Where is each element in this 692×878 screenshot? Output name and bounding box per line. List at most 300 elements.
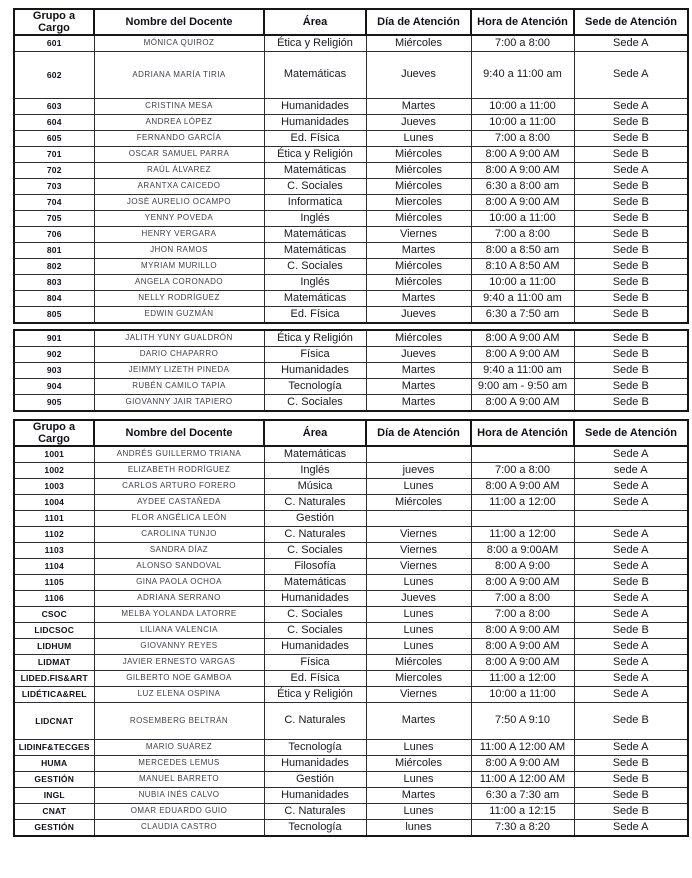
cell-group: 804: [14, 291, 94, 307]
cell-hours: 11:00 A 12:00 AM: [471, 772, 574, 788]
cell-hours: [471, 446, 574, 463]
cell-name: ARANTXA CAICEDO: [94, 179, 264, 195]
cell-day: Lunes: [366, 607, 471, 623]
column-header: Día de Atención: [366, 9, 471, 35]
cell-hours: 10:00 a 11:00: [471, 687, 574, 703]
cell-name: MÓNICA QUIROZ: [94, 35, 264, 52]
cell-area: Gestión: [264, 772, 366, 788]
table-row: [14, 163, 688, 179]
table-row: [14, 575, 688, 591]
cell-area: Tecnología: [264, 379, 366, 395]
cell-sede: Sede B: [574, 115, 688, 131]
cell-sede: Sede B: [574, 788, 688, 804]
table-row: [14, 804, 688, 820]
cell-group: 705: [14, 211, 94, 227]
cell-day: Lunes: [366, 740, 471, 756]
cell-sede: Sede B: [574, 379, 688, 395]
cell-sede: Sede A: [574, 591, 688, 607]
cell-day: Miércoles: [366, 35, 471, 52]
cell-name: CAROLINA TUNJO: [94, 527, 264, 543]
cell-sede: Sede B: [574, 195, 688, 211]
cell-sede: Sede B: [574, 227, 688, 243]
table-row: [14, 330, 688, 347]
cell-group: 603: [14, 99, 94, 115]
cell-hours: 7:00 a 8:00: [471, 463, 574, 479]
cell-group: 905: [14, 395, 94, 412]
cell-name: ADRIANA MARÍA TIRIA: [94, 52, 264, 99]
cell-area: Música: [264, 479, 366, 495]
table-row: [14, 179, 688, 195]
cell-area: C. Sociales: [264, 259, 366, 275]
column-header: Hora de Atención: [471, 420, 574, 446]
cell-group: CNAT: [14, 804, 94, 820]
cell-name: MELBA YOLANDA LATORRE: [94, 607, 264, 623]
cell-sede: Sede B: [574, 756, 688, 772]
cell-group: 703: [14, 179, 94, 195]
cell-area: C. Naturales: [264, 527, 366, 543]
cell-hours: [471, 511, 574, 527]
cell-day: Lunes: [366, 772, 471, 788]
cell-day: Miércoles: [366, 259, 471, 275]
cell-area: Humanidades: [264, 639, 366, 655]
cell-sede: Sede A: [574, 479, 688, 495]
cell-day: Miércoles: [366, 147, 471, 163]
cell-day: Lunes: [366, 575, 471, 591]
cell-day: Miércoles: [366, 163, 471, 179]
header-row: [14, 420, 688, 446]
cell-group: 903: [14, 363, 94, 379]
cell-name: YENNY POVEDA: [94, 211, 264, 227]
table-row: [14, 623, 688, 639]
column-header: Nombre del Docente: [94, 420, 264, 446]
cell-group: 702: [14, 163, 94, 179]
table-row: [14, 131, 688, 147]
cell-day: Martes: [366, 703, 471, 740]
cell-name: GIOVANNY REYES: [94, 639, 264, 655]
cell-hours: 8:00 A 9:00 AM: [471, 195, 574, 211]
cell-name: ROSEMBERG BELTRÁN: [94, 703, 264, 740]
cell-hours: 6:30 a 7:30 am: [471, 788, 574, 804]
table-row: [14, 147, 688, 163]
table-row: [14, 243, 688, 259]
cell-day: Jueves: [366, 347, 471, 363]
cell-group: 704: [14, 195, 94, 211]
cell-sede: Sede B: [574, 243, 688, 259]
table-row: [14, 227, 688, 243]
cell-name: CLAUDIA CASTRO: [94, 820, 264, 837]
table-row: [14, 479, 688, 495]
cell-sede: Sede B: [574, 179, 688, 195]
cell-group: 803: [14, 275, 94, 291]
cell-hours: 10:00 a 11:00: [471, 211, 574, 227]
cell-group: 902: [14, 347, 94, 363]
cell-name: MYRIAM MURILLO: [94, 259, 264, 275]
column-header: Grupo a Cargo: [14, 9, 94, 35]
cell-area: Ética y Religión: [264, 330, 366, 347]
cell-hours: 9:40 a 11:00 am: [471, 291, 574, 307]
cell-group: LIDMAT: [14, 655, 94, 671]
cell-day: Viernes: [366, 687, 471, 703]
attention-schedule-table-grade-9: [13, 329, 689, 412]
cell-hours: 10:00 a 11:00: [471, 115, 574, 131]
cell-area: Física: [264, 655, 366, 671]
cell-day: Jueves: [366, 591, 471, 607]
cell-name: FLOR ANGÉLICA LEÓN: [94, 511, 264, 527]
cell-day: Martes: [366, 788, 471, 804]
cell-sede: Sede A: [574, 639, 688, 655]
cell-area: C. Sociales: [264, 623, 366, 639]
table-row: [14, 275, 688, 291]
cell-day: Jueves: [366, 307, 471, 324]
table-row: [14, 511, 688, 527]
cell-area: Matemáticas: [264, 52, 366, 99]
cell-group: 1106: [14, 591, 94, 607]
attention-schedule-table-grades-10-11-leaders: [13, 419, 689, 837]
cell-hours: 8:00 A 9:00: [471, 559, 574, 575]
cell-area: C. Naturales: [264, 703, 366, 740]
table-row: [14, 395, 688, 412]
cell-area: Ed. Física: [264, 131, 366, 147]
cell-group: HUMA: [14, 756, 94, 772]
cell-group: 1102: [14, 527, 94, 543]
cell-name: EDWIN GUZMÁN: [94, 307, 264, 324]
cell-group: LIDINF&TECGES: [14, 740, 94, 756]
cell-sede: Sede A: [574, 543, 688, 559]
cell-day: Jueves: [366, 52, 471, 99]
cell-name: LUZ ELENA OSPINA: [94, 687, 264, 703]
cell-hours: 11:00 a 12:00: [471, 671, 574, 687]
cell-day: Miércoles: [366, 756, 471, 772]
cell-area: Tecnología: [264, 820, 366, 837]
cell-group: 1004: [14, 495, 94, 511]
cell-hours: 8:00 A 9:00 AM: [471, 639, 574, 655]
cell-area: Física: [264, 347, 366, 363]
cell-name: ANGELA CORONADO: [94, 275, 264, 291]
table-row: [14, 607, 688, 623]
cell-hours: 8:10 A 8:50 AM: [471, 259, 574, 275]
cell-hours: 11:00 a 12:15: [471, 804, 574, 820]
cell-area: C. Sociales: [264, 395, 366, 412]
cell-area: Humanidades: [264, 756, 366, 772]
table-row: [14, 307, 688, 324]
column-header: Hora de Atención: [471, 9, 574, 35]
cell-area: Matemáticas: [264, 446, 366, 463]
cell-hours: 11:00 A 12:00 AM: [471, 740, 574, 756]
cell-name: OMAR EDUARDO GUIO: [94, 804, 264, 820]
cell-hours: 6:30 a 7:50 am: [471, 307, 574, 324]
cell-sede: Sede A: [574, 559, 688, 575]
cell-day: Martes: [366, 395, 471, 412]
cell-name: JAVIER ERNESTO VARGAS: [94, 655, 264, 671]
cell-group: 1105: [14, 575, 94, 591]
cell-hours: 8:00 A 9:00 AM: [471, 655, 574, 671]
cell-name: MANUEL BARRETO: [94, 772, 264, 788]
cell-area: Inglés: [264, 275, 366, 291]
table-row: [14, 687, 688, 703]
cell-day: jueves: [366, 463, 471, 479]
column-header: Sede de Atención: [574, 420, 688, 446]
table-row: [14, 35, 688, 52]
table-row: [14, 259, 688, 275]
cell-hours: 11:00 a 12:00: [471, 527, 574, 543]
cell-day: [366, 446, 471, 463]
cell-hours: 8:00 A 9:00 AM: [471, 163, 574, 179]
cell-group: CSOC: [14, 607, 94, 623]
cell-hours: 8:00 A 9:00 AM: [471, 147, 574, 163]
cell-sede: Sede B: [574, 131, 688, 147]
cell-sede: Sede A: [574, 820, 688, 837]
column-header: Sede de Atención: [574, 9, 688, 35]
cell-day: Viernes: [366, 543, 471, 559]
cell-area: Humanidades: [264, 788, 366, 804]
header-row: [14, 9, 688, 35]
cell-hours: 8:00 a 8:50 am: [471, 243, 574, 259]
cell-name: CRISTINA MESA: [94, 99, 264, 115]
cell-sede: [574, 511, 688, 527]
cell-hours: 8:00 A 9:00 AM: [471, 756, 574, 772]
cell-group: 701: [14, 147, 94, 163]
cell-sede: sede A: [574, 463, 688, 479]
cell-group: 1003: [14, 479, 94, 495]
table-row: [14, 495, 688, 511]
cell-group: 706: [14, 227, 94, 243]
cell-area: C. Naturales: [264, 804, 366, 820]
cell-group: 904: [14, 379, 94, 395]
cell-day: Viernes: [366, 527, 471, 543]
cell-day: Miércoles: [366, 275, 471, 291]
cell-hours: 8:00 A 9:00 AM: [471, 330, 574, 347]
cell-day: Miércoles: [366, 179, 471, 195]
table-row: [14, 291, 688, 307]
cell-sede: Sede B: [574, 347, 688, 363]
cell-sede: Sede A: [574, 99, 688, 115]
table-row: [14, 211, 688, 227]
cell-hours: 7:50 A 9:10: [471, 703, 574, 740]
cell-name: NELLY RODRÍGUEZ: [94, 291, 264, 307]
cell-hours: 7:00 a 8:00: [471, 227, 574, 243]
cell-area: Humanidades: [264, 115, 366, 131]
cell-sede: Sede A: [574, 527, 688, 543]
cell-area: Matemáticas: [264, 163, 366, 179]
cell-hours: 7:00 a 8:00: [471, 131, 574, 147]
cell-sede: Sede B: [574, 330, 688, 347]
cell-name: GIOVANNY JAIR TAPIERO: [94, 395, 264, 412]
cell-group: 1001: [14, 446, 94, 463]
cell-area: Informatica: [264, 195, 366, 211]
cell-area: Matemáticas: [264, 291, 366, 307]
cell-day: Miércoles: [366, 495, 471, 511]
cell-area: Ética y Religión: [264, 147, 366, 163]
cell-sede: Sede A: [574, 740, 688, 756]
cell-hours: 11:00 a 12:00: [471, 495, 574, 511]
cell-group: 1002: [14, 463, 94, 479]
cell-sede: Sede A: [574, 495, 688, 511]
table-row: [14, 363, 688, 379]
cell-hours: 10:00 a 11:00: [471, 99, 574, 115]
cell-sede: Sede B: [574, 363, 688, 379]
table-row: [14, 655, 688, 671]
cell-name: GINA PAOLA OCHOA: [94, 575, 264, 591]
table-row: [14, 527, 688, 543]
table-row: [14, 788, 688, 804]
cell-group: 802: [14, 259, 94, 275]
column-header: Área: [264, 9, 366, 35]
cell-group: LIDCNAT: [14, 703, 94, 740]
cell-day: Viernes: [366, 227, 471, 243]
cell-sede: Sede A: [574, 52, 688, 99]
cell-hours: 9:40 a 11:00 am: [471, 52, 574, 99]
table-row: [14, 99, 688, 115]
cell-area: C. Sociales: [264, 607, 366, 623]
cell-hours: 8:00 A 9:00 AM: [471, 575, 574, 591]
cell-hours: 8:00 A 9:00 AM: [471, 479, 574, 495]
table-row: [14, 559, 688, 575]
column-header: Grupo a Cargo: [14, 420, 94, 446]
cell-day: Jueves: [366, 115, 471, 131]
cell-name: GILBERTO NOE GAMBOA: [94, 671, 264, 687]
cell-day: Lunes: [366, 804, 471, 820]
cell-area: Matemáticas: [264, 227, 366, 243]
cell-hours: 8:00 a 9:00AM: [471, 543, 574, 559]
cell-group: GESTIÓN: [14, 820, 94, 837]
cell-area: Humanidades: [264, 591, 366, 607]
cell-area: Gestión: [264, 511, 366, 527]
cell-sede: Sede B: [574, 259, 688, 275]
table-row: [14, 463, 688, 479]
cell-group: 801: [14, 243, 94, 259]
cell-group: GESTIÓN: [14, 772, 94, 788]
cell-group: 1103: [14, 543, 94, 559]
cell-day: Martes: [366, 363, 471, 379]
cell-group: LIDHUM: [14, 639, 94, 655]
cell-area: Inglés: [264, 463, 366, 479]
table-row: [14, 740, 688, 756]
cell-name: AYDEE CASTAÑEDA: [94, 495, 264, 511]
cell-sede: Sede A: [574, 655, 688, 671]
column-header: Área: [264, 420, 366, 446]
cell-name: LILIANA VALENCIA: [94, 623, 264, 639]
cell-group: 601: [14, 35, 94, 52]
cell-name: JEIMMY LIZETH PINEDA: [94, 363, 264, 379]
cell-name: FERNANDO GARCÍA: [94, 131, 264, 147]
cell-area: Inglés: [264, 211, 366, 227]
cell-name: HENRY VERGARA: [94, 227, 264, 243]
cell-area: Ed. Física: [264, 307, 366, 324]
cell-hours: 7:00 a 8:00: [471, 591, 574, 607]
cell-group: 901: [14, 330, 94, 347]
cell-sede: Sede B: [574, 291, 688, 307]
cell-area: Ed. Física: [264, 671, 366, 687]
table-row: [14, 347, 688, 363]
cell-name: SANDRA DÍAZ: [94, 543, 264, 559]
table-row: [14, 446, 688, 463]
cell-sede: Sede B: [574, 147, 688, 163]
cell-sede: Sede A: [574, 671, 688, 687]
cell-group: 1104: [14, 559, 94, 575]
cell-hours: 8:00 A 9:00 AM: [471, 623, 574, 639]
cell-day: Martes: [366, 99, 471, 115]
cell-sede: Sede B: [574, 307, 688, 324]
cell-day: [366, 511, 471, 527]
cell-day: Miércoles: [366, 330, 471, 347]
column-header: Día de Atención: [366, 420, 471, 446]
cell-sede: Sede B: [574, 211, 688, 227]
cell-area: C. Sociales: [264, 179, 366, 195]
cell-sede: Sede A: [574, 607, 688, 623]
cell-day: Lunes: [366, 479, 471, 495]
cell-area: Matemáticas: [264, 575, 366, 591]
table-row: [14, 52, 688, 99]
cell-name: RUBÉN CAMILO TAPIA: [94, 379, 264, 395]
cell-name: ANDRÉS GUILLERMO TRIANA: [94, 446, 264, 463]
cell-area: Tecnología: [264, 740, 366, 756]
attention-schedule-table-grades-6-8: [13, 8, 689, 324]
cell-sede: Sede B: [574, 623, 688, 639]
cell-day: Miercoles: [366, 195, 471, 211]
cell-area: Humanidades: [264, 363, 366, 379]
cell-day: Lunes: [366, 623, 471, 639]
cell-group: 1101: [14, 511, 94, 527]
cell-area: Matemáticas: [264, 243, 366, 259]
cell-area: C. Sociales: [264, 543, 366, 559]
cell-group: 602: [14, 52, 94, 99]
cell-sede: Sede B: [574, 703, 688, 740]
cell-hours: 9:40 a 11:00 am: [471, 363, 574, 379]
cell-name: MERCEDES LEMUS: [94, 756, 264, 772]
cell-day: Lunes: [366, 639, 471, 655]
cell-name: RAÚL ÁLVAREZ: [94, 163, 264, 179]
cell-sede: Sede B: [574, 395, 688, 412]
table-row: [14, 756, 688, 772]
cell-sede: Sede B: [574, 575, 688, 591]
table-row: [14, 772, 688, 788]
cell-day: lunes: [366, 820, 471, 837]
cell-name: ADRIANA SERRANO: [94, 591, 264, 607]
table-row: [14, 379, 688, 395]
cell-hours: 10:00 a 11:00: [471, 275, 574, 291]
cell-name: CARLOS ARTURO FORERO: [94, 479, 264, 495]
cell-name: ELIZABETH RODRÍGUEZ: [94, 463, 264, 479]
cell-hours: 7:00 a 8:00: [471, 35, 574, 52]
cell-sede: Sede A: [574, 163, 688, 179]
cell-sede: Sede B: [574, 275, 688, 291]
cell-group: LIDÉTICA&REL: [14, 687, 94, 703]
column-header: Nombre del Docente: [94, 9, 264, 35]
cell-group: 605: [14, 131, 94, 147]
cell-day: Miercoles: [366, 671, 471, 687]
cell-hours: 7:00 a 8:00: [471, 607, 574, 623]
cell-name: JOSÉ AURELIO OCAMPO: [94, 195, 264, 211]
cell-name: ALONSO SANDOVAL: [94, 559, 264, 575]
cell-hours: 8:00 A 9:00 AM: [471, 347, 574, 363]
table-row: [14, 671, 688, 687]
cell-hours: 7:30 a 8:20: [471, 820, 574, 837]
cell-group: LIDED.FIS&ART: [14, 671, 94, 687]
cell-day: Viernes: [366, 559, 471, 575]
table-row: [14, 591, 688, 607]
cell-name: JALITH YUNY GUALDRÓN: [94, 330, 264, 347]
cell-name: OSCAR SAMUEL PARRA: [94, 147, 264, 163]
cell-name: DARIO CHAPARRO: [94, 347, 264, 363]
table-row: [14, 543, 688, 559]
cell-day: Martes: [366, 291, 471, 307]
cell-name: JHON RAMOS: [94, 243, 264, 259]
cell-group: INGL: [14, 788, 94, 804]
cell-sede: Sede A: [574, 687, 688, 703]
cell-day: Miércoles: [366, 211, 471, 227]
cell-area: Humanidades: [264, 99, 366, 115]
cell-name: ANDREA LÓPEZ: [94, 115, 264, 131]
